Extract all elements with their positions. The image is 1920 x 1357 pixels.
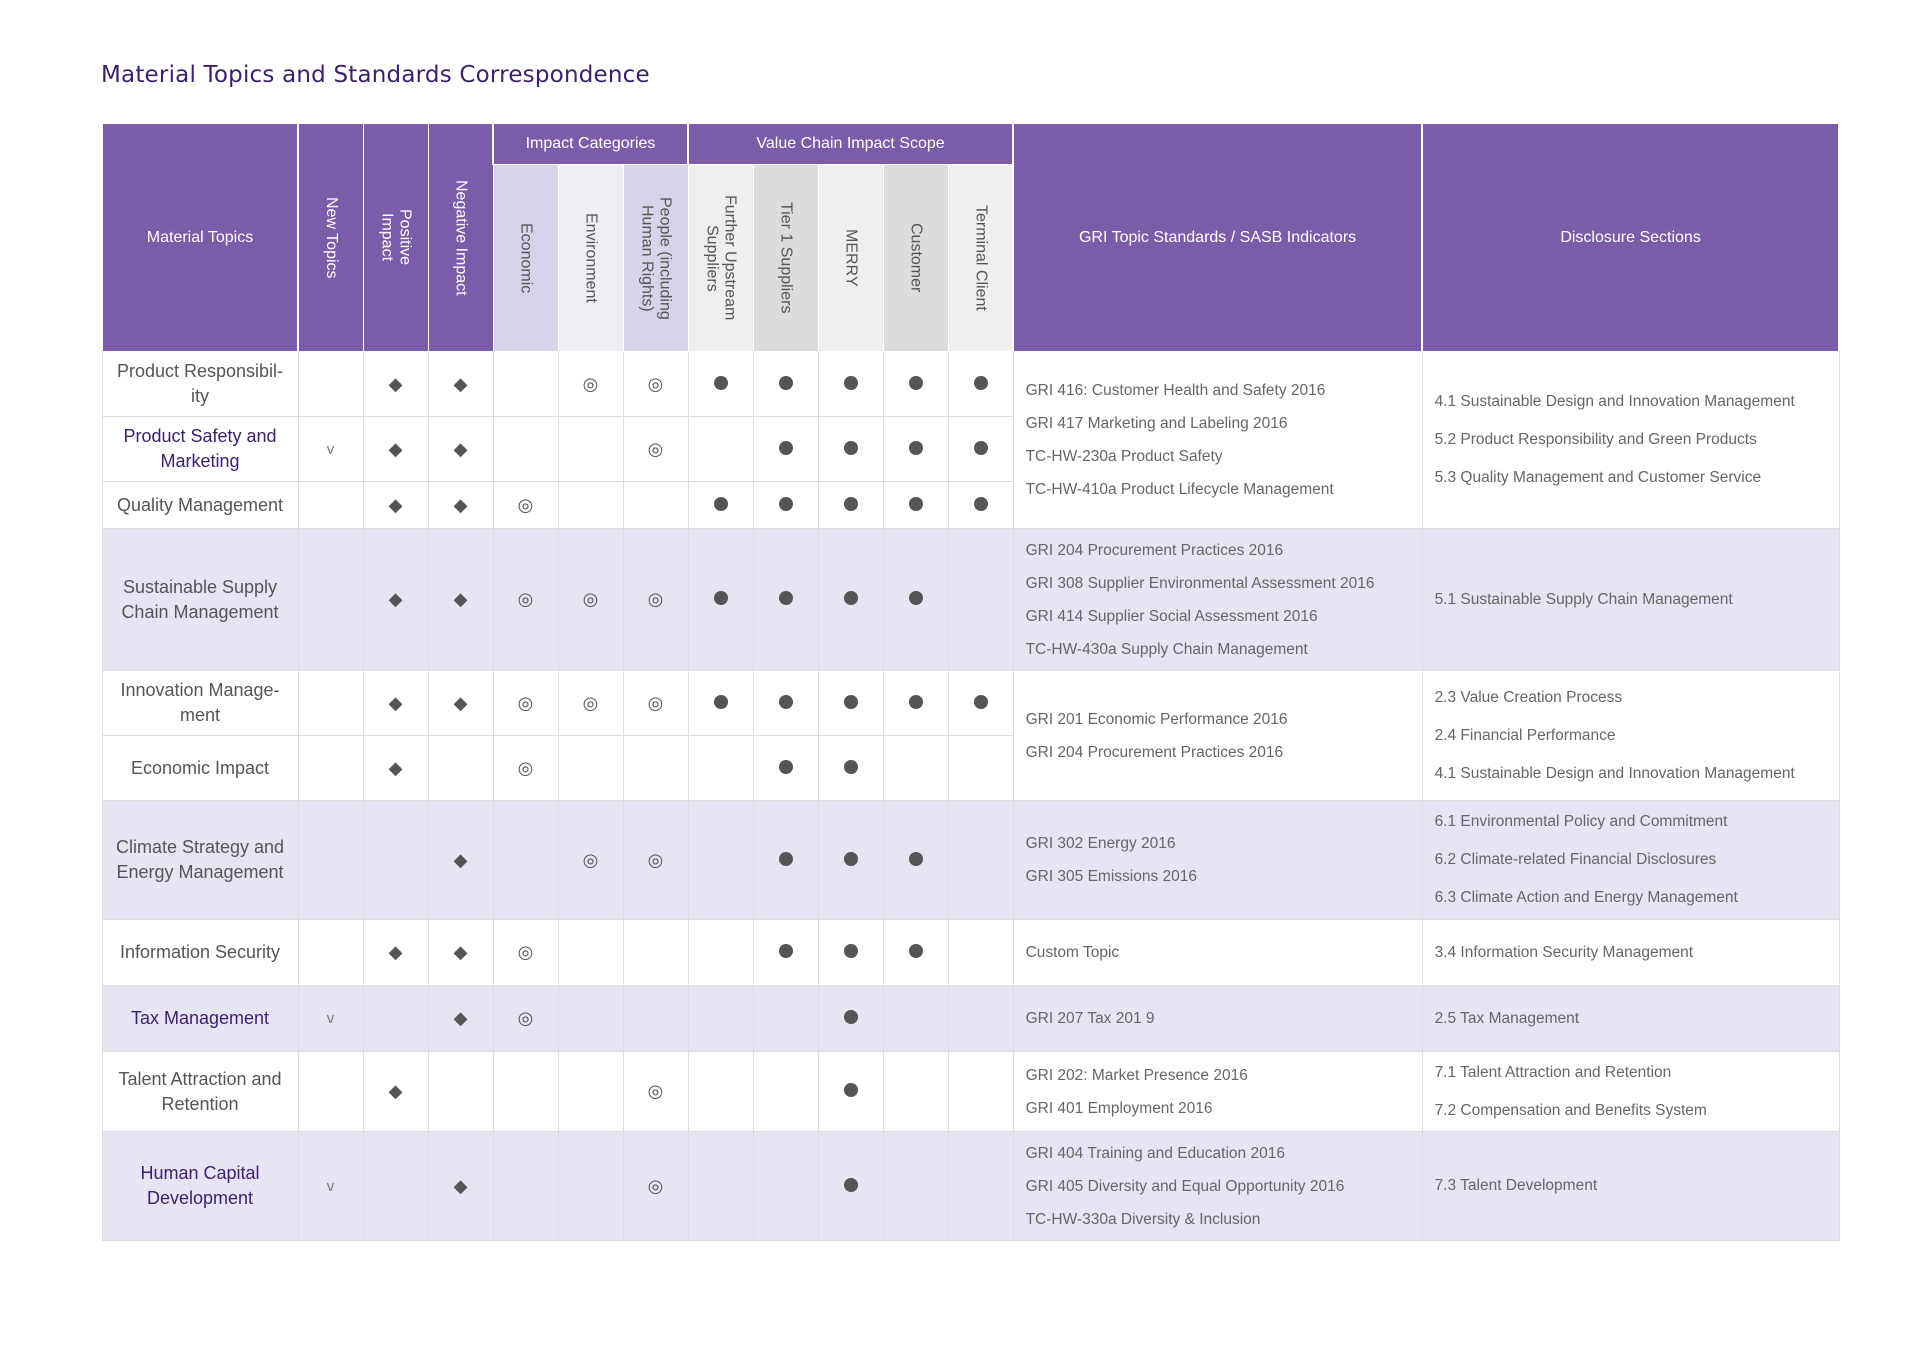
header-new-topics: New Topics xyxy=(298,124,363,352)
tier1-dot xyxy=(779,441,793,455)
merry-dot xyxy=(844,591,858,605)
topic-cell: Innovation Manage-ment xyxy=(102,671,298,736)
table-row xyxy=(102,671,1839,736)
new-topic-marker: v xyxy=(298,417,363,482)
new-topic-marker: v xyxy=(298,1132,363,1241)
table-row xyxy=(102,1052,1839,1132)
gri-cell: GRI 416: Customer Health and Safety 2016 GRI 417 Marketing and Labeling 2016 TC-HW-230a Product Safety TC-HW-410a Product Lifecycle Management xyxy=(1013,352,1422,529)
header-material-topics: Material Topics xyxy=(102,124,298,352)
table-row xyxy=(102,529,1839,671)
merry-dot xyxy=(844,852,858,866)
negative-impact-marker: ◆ xyxy=(428,920,493,986)
economic-marker: ◎ xyxy=(493,920,558,986)
table-row xyxy=(102,801,1839,920)
negative-impact-marker: ◆ xyxy=(428,529,493,671)
topic-cell: Quality Management xyxy=(102,482,298,529)
customer-dot xyxy=(909,441,923,455)
material-topics-table xyxy=(101,123,1840,1241)
economic-marker: ◎ xyxy=(493,529,558,671)
gri-cell: Custom Topic xyxy=(1013,920,1422,986)
customer-dot xyxy=(909,852,923,866)
positive-impact-marker: ◆ xyxy=(363,671,428,736)
environment-marker: ◎ xyxy=(558,671,623,736)
negative-impact-marker: ◆ xyxy=(428,671,493,736)
disclosure-cell: 2.3 Value Creation Process 2.4 Financial Performance 4.1 Sustainable Design and Innovation Management xyxy=(1422,671,1839,801)
environment-marker: ◎ xyxy=(558,801,623,920)
merry-dot xyxy=(844,1083,858,1097)
people-marker: ◎ xyxy=(623,801,688,920)
terminal-client-dot xyxy=(974,497,988,511)
tier1-dot xyxy=(779,695,793,709)
people-marker: ◎ xyxy=(623,671,688,736)
tier1-dot xyxy=(779,376,793,390)
header-value-chain: Value Chain Impact Scope xyxy=(688,124,1013,165)
environment-marker: ◎ xyxy=(558,529,623,671)
economic-marker: ◎ xyxy=(493,482,558,529)
further-upstream-dot xyxy=(714,376,728,390)
customer-dot xyxy=(909,497,923,511)
further-upstream-dot xyxy=(714,497,728,511)
positive-impact-marker: ◆ xyxy=(363,417,428,482)
header-customer: Customer xyxy=(883,165,948,352)
topic-cell: Human Capital Development xyxy=(102,1132,298,1241)
merry-dot xyxy=(844,441,858,455)
positive-impact-marker: ◆ xyxy=(363,920,428,986)
disclosure-cell: 6.1 Environmental Policy and Commitment 6.2 Climate-related Financial Disclosures 6.3 Climate Action and Energy Management xyxy=(1422,801,1839,920)
disclosure-cell: 7.1 Talent Attraction and Retention 7.2 Compensation and Benefits System xyxy=(1422,1052,1839,1132)
positive-impact-marker: ◆ xyxy=(363,736,428,801)
people-marker: ◎ xyxy=(623,1132,688,1241)
gri-cell: GRI 201 Economic Performance 2016 GRI 204 Procurement Practices 2016 xyxy=(1013,671,1422,801)
negative-impact-marker: ◆ xyxy=(428,482,493,529)
header-gri: GRI Topic Standards / SASB Indicators xyxy=(1013,124,1422,352)
terminal-client-dot xyxy=(974,695,988,709)
customer-dot xyxy=(909,695,923,709)
header-negative-impact: Negative Impact xyxy=(428,124,493,352)
header-people: People (including Human Rights) xyxy=(623,165,688,352)
people-marker: ◎ xyxy=(623,1052,688,1132)
tier1-dot xyxy=(779,944,793,958)
disclosure-cell: 5.1 Sustainable Supply Chain Management xyxy=(1422,529,1839,671)
terminal-client-dot xyxy=(974,441,988,455)
table-row xyxy=(102,986,1839,1052)
header-economic: Economic xyxy=(493,165,558,352)
topic-cell: Climate Strategy and Energy Management xyxy=(102,801,298,920)
header-further-upstream: Further Upstream Suppliers xyxy=(688,165,753,352)
customer-dot xyxy=(909,591,923,605)
people-marker: ◎ xyxy=(623,352,688,417)
page-title: Material Topics and Standards Correspondence xyxy=(101,62,650,88)
disclosure-cell: 3.4 Information Security Management xyxy=(1422,920,1839,986)
merry-dot xyxy=(844,944,858,958)
merry-dot xyxy=(844,1178,858,1192)
negative-impact-marker: ◆ xyxy=(428,986,493,1052)
further-upstream-dot xyxy=(714,591,728,605)
positive-impact-marker: ◆ xyxy=(363,1052,428,1132)
merry-dot xyxy=(844,695,858,709)
gri-cell: GRI 207 Tax 201 9 xyxy=(1013,986,1422,1052)
disclosure-cell: 4.1 Sustainable Design and Innovation Management 5.2 Product Responsibility and Green Products 5.3 Quality Management and Customer Service xyxy=(1422,352,1839,529)
gri-cell: GRI 302 Energy 2016 GRI 305 Emissions 2016 xyxy=(1013,801,1422,920)
negative-impact-marker: ◆ xyxy=(428,417,493,482)
topic-cell: Sustainable Supply Chain Management xyxy=(102,529,298,671)
customer-dot xyxy=(909,376,923,390)
terminal-client-dot xyxy=(974,376,988,390)
header-terminal-client: Terminal Client xyxy=(948,165,1013,352)
further-upstream-dot xyxy=(714,695,728,709)
tier1-dot xyxy=(779,497,793,511)
gri-cell: GRI 202: Market Presence 2016 GRI 401 Employment 2016 xyxy=(1013,1052,1422,1132)
merry-dot xyxy=(844,497,858,511)
negative-impact-marker: ◆ xyxy=(428,352,493,417)
topic-cell: Economic Impact xyxy=(102,736,298,801)
positive-impact-marker: ◆ xyxy=(363,529,428,671)
header-merry: MERRY xyxy=(818,165,883,352)
table-row xyxy=(102,1132,1839,1241)
people-marker: ◎ xyxy=(623,529,688,671)
table-row xyxy=(102,920,1839,986)
positive-impact-marker: ◆ xyxy=(363,482,428,529)
customer-dot xyxy=(909,944,923,958)
topic-cell: Product Safety and Marketing xyxy=(102,417,298,482)
tier1-dot xyxy=(779,591,793,605)
topic-cell: Tax Management xyxy=(102,986,298,1052)
economic-marker: ◎ xyxy=(493,986,558,1052)
header-tier1: Tier 1 Suppliers xyxy=(753,165,818,352)
negative-impact-marker: ◆ xyxy=(428,1132,493,1241)
people-marker: ◎ xyxy=(623,417,688,482)
disclosure-cell: 7.3 Talent Development xyxy=(1422,1132,1839,1241)
merry-dot xyxy=(844,760,858,774)
topic-cell: Talent Attraction and Retention xyxy=(102,1052,298,1132)
header-positive-impact: Positive Impact xyxy=(363,124,428,352)
tier1-dot xyxy=(779,760,793,774)
environment-marker: ◎ xyxy=(558,352,623,417)
new-topic-marker: v xyxy=(298,986,363,1052)
topic-cell: Product Responsibil-ity xyxy=(102,352,298,417)
negative-impact-marker: ◆ xyxy=(428,801,493,920)
positive-impact-marker: ◆ xyxy=(363,352,428,417)
gri-cell: GRI 404 Training and Education 2016 GRI 405 Diversity and Equal Opportunity 2016 TC-HW-330a Diversity & Inclusion xyxy=(1013,1132,1422,1241)
topic-cell: Information Security xyxy=(102,920,298,986)
merry-dot xyxy=(844,376,858,390)
gri-cell: GRI 204 Procurement Practices 2016 GRI 308 Supplier Environmental Assessment 2016 GRI 414 Supplier Social Assessment 2016 TC-HW-430a Supply Chain Management xyxy=(1013,529,1422,671)
disclosure-cell: 2.5 Tax Management xyxy=(1422,986,1839,1052)
table-row xyxy=(102,352,1839,417)
header-impact-categories: Impact Categories xyxy=(493,124,688,165)
merry-dot xyxy=(844,1010,858,1024)
tier1-dot xyxy=(779,852,793,866)
header-disclosure: Disclosure Sections xyxy=(1422,124,1839,352)
economic-marker: ◎ xyxy=(493,736,558,801)
header-environment: Environment xyxy=(558,165,623,352)
economic-marker: ◎ xyxy=(493,671,558,736)
